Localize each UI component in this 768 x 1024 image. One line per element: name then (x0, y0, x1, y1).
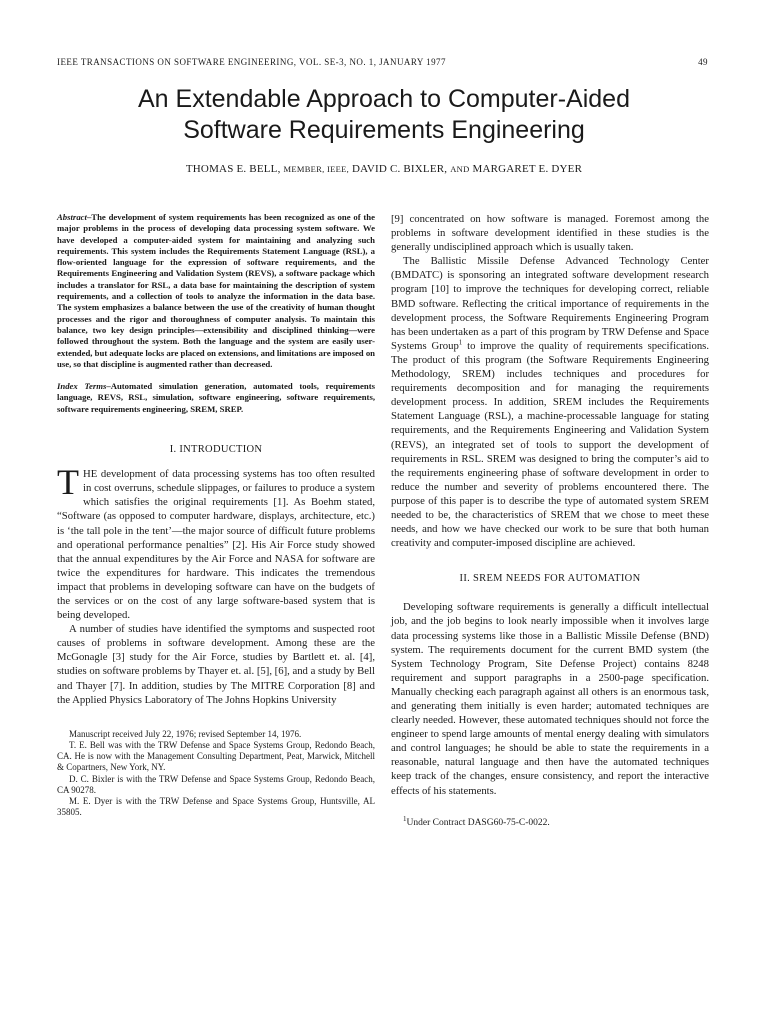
manuscript-footnotes (57, 729, 375, 819)
intro-paragraph-1 (57, 462, 375, 622)
bmdatc-paragraph (391, 254, 709, 550)
contract-footnote (391, 816, 709, 830)
footnote-mark: 1 (403, 814, 407, 823)
abstract (57, 212, 375, 370)
intro-paragraph-1-text: HE development of data processing systems has too often resulted in cost overruns, schedule slippages, or failures to produce a system which satisfies the original requirements [1]. As Boehm stated, “Software (as opposed to computer hardware, displays, architecture, etc.) is ‘the tall pole in the tent’—the major source of difficult future problems and operational performance penalties” [2]. His Air Force study showed that the annual expenditures by the Air Force and NASA for software are twice the expenditures for hardware. This indicates the tremendous impact that problems in developing software can have on the budgets of the services or on the cost of any large software-based system that is being developed. (57, 468, 375, 622)
footnote-received: Manuscript received July 22, 1976; revised September 14, 1976. (69, 728, 302, 739)
section-number: II. (459, 573, 471, 585)
continued-paragraph: [9] concentrated on how software is managed. Foremost among the problems in software development identified in these studies is the generally undisciplined approach which is usually taken. (391, 213, 709, 254)
footnote-dyer: M. E. Dyer is with the TRW Defense and Space Systems Group, Huntsville, AL 35805. (57, 795, 375, 818)
index-terms-text: –Automated simulation generation, automated tools, requirements language, REVS, RSL, simulation, software engineering, software requirements, software requirements engineering, SREM, SREP. (57, 381, 376, 414)
author-bell-role: MEMBER, IEEE, (283, 164, 350, 174)
right-column (391, 212, 709, 830)
footnote-bell: T. E. Bell was with the TRW Defense and Space Systems Group, Redondo Beach, CA. He is now with the Management Consulting Department, Peat, Marwick, Mitchell & Copartners, New York, NY. (57, 739, 375, 773)
index-terms (57, 381, 375, 415)
section-title: SREM NEEDS FOR AUTOMATION (473, 573, 641, 585)
drop-cap: T (57, 462, 79, 503)
left-column (57, 212, 375, 818)
page-number: 49 (698, 57, 708, 67)
title-line-2: Software Requirements Engineering (183, 116, 585, 144)
author-dyer: MARGARET E. DYER (472, 163, 583, 175)
section-number: I. (169, 444, 177, 456)
title-line-1: An Extendable Approach to Computer-Aided (138, 85, 630, 113)
paper-title (0, 84, 768, 146)
footnote-text: Under Contract DASG60-75-C-0022. (406, 817, 550, 828)
bmdatc-paragraph-b: to improve the quality of requirements specifications. The product of this program (the Software Requirements Engineering Methodology, SREM) includes techniques and procedures for requirements decomposition and for managing the requirements development process. In addition, SREM includes the Requirements Statement Language (RSL), a machine-processable language for stating requirements, and the Requirements Engineering and Validation System (REVS), an integrated set of tools to support the development of requirements in RSL. SREM was designed to bring the computer’s aid to the requirements engineering phase of software development in order to reduce the number and severity of problems encountered there. The purpose of this paper is to describe the type of automated system SREM needed to be, the characteristics of SREM that we chose to meet these needs, and how we have checked our work to be sure that both human creativity and computer-imposed discipline are achieved. (391, 339, 709, 550)
section-title: INTRODUCTION (179, 444, 263, 456)
running-head (57, 57, 708, 67)
srem-needs-paragraph: Developing software requirements is generally a difficult intellectual job, and the job begins to look nearly impossible when it involves large data processing systems like those in a Ballistic Missile Defense (BND) system. The requirements document for the current BMD system (the System Technology Program, Site Defense Project) contains 8248 requirement and support paragraphs in a 2500-page specification. Manually checking each paragraph against all others is an enormous task, and generating them initially is even harder; automated techniques are clearly needed. However, these automated techniques should not force the engineer to spend large amounts of mental energy dealing with simulators and control languages; he should be able to state the requirements in a reasonable, natural language and then have the automated techniques keep track of the changes, ensure consistency, and report the interactive effects of his statements. (391, 601, 709, 797)
footnote-bixler: D. C. Bixler is with the TRW Defense and Space Systems Group, Redondo Beach, CA 90278. (57, 773, 375, 795)
author-bell: THOMAS E. BELL, (185, 163, 281, 175)
journal-citation: IEEE TRANSACTIONS ON SOFTWARE ENGINEERING, VOL. SE-3, NO. 1, JANUARY 1977 (57, 57, 446, 67)
bmdatc-paragraph-a: The Ballistic Missile Defense Advanced Technology Center (BMDATC) is sponsoring an integrated software development research program [10] to improve the techniques for developing correct, reliable BMD software. Reflecting the critical importance of requirements in the development process, the Software Requirements Engineering Program has been undertaken as a part of this program by TRW Defense and Space Systems Group (391, 255, 709, 352)
author-list (0, 163, 768, 175)
author-bixler: DAVID C. BIXLER, (351, 163, 448, 175)
footnote-reference: 1 (458, 338, 463, 347)
section-heading-introduction (57, 443, 375, 457)
index-terms-lead: Index Terms (57, 381, 107, 392)
author-conjunction: AND (450, 164, 470, 174)
intro-paragraph-2: A number of studies have identified the symptoms and suspected root causes of problems in software development. Among these are the McGonagle [3] study for the Air Force, studies by Bartlett et. al. [4], studies on software problems by Thayer et. al. [5], [6], and a study by Bell and Thayer [7]. In addition, studies by The MITRE Corporation [8] and the Applied Physics Laboratory of The Johns Hopkins University (57, 623, 375, 706)
abstract-lead: Abstract (57, 212, 87, 222)
section-heading-srem-needs (391, 572, 709, 586)
abstract-text: –The development of system requirements has been recognized as one of the major problems in the process of developing data processing system software. We have developed a computer-aided system for maintaining and analyzing such requirements. This system includes the Requirements Statement Language (RSL), a flow-oriented language for the expression of software requirements, and the Requirements Engineering and Validation System (REVS), a software package which includes a translator for RSL, a data base for maintaining the description of system requirements, and a collection of tools to analyze the information in the data base. The system emphasizes a balance between the use of the creativity of human thought processes and the rigor and thoroughness of computer analysis. To maintain this balance, two key design principles—extensibility and disciplined thinking—were followed throughout the system. Both the language and the system are easily user-extended, but adequate locks are placed on extensions, and limitations are imposed on use, so that discipline is augmented rather than decreased. (57, 212, 375, 369)
